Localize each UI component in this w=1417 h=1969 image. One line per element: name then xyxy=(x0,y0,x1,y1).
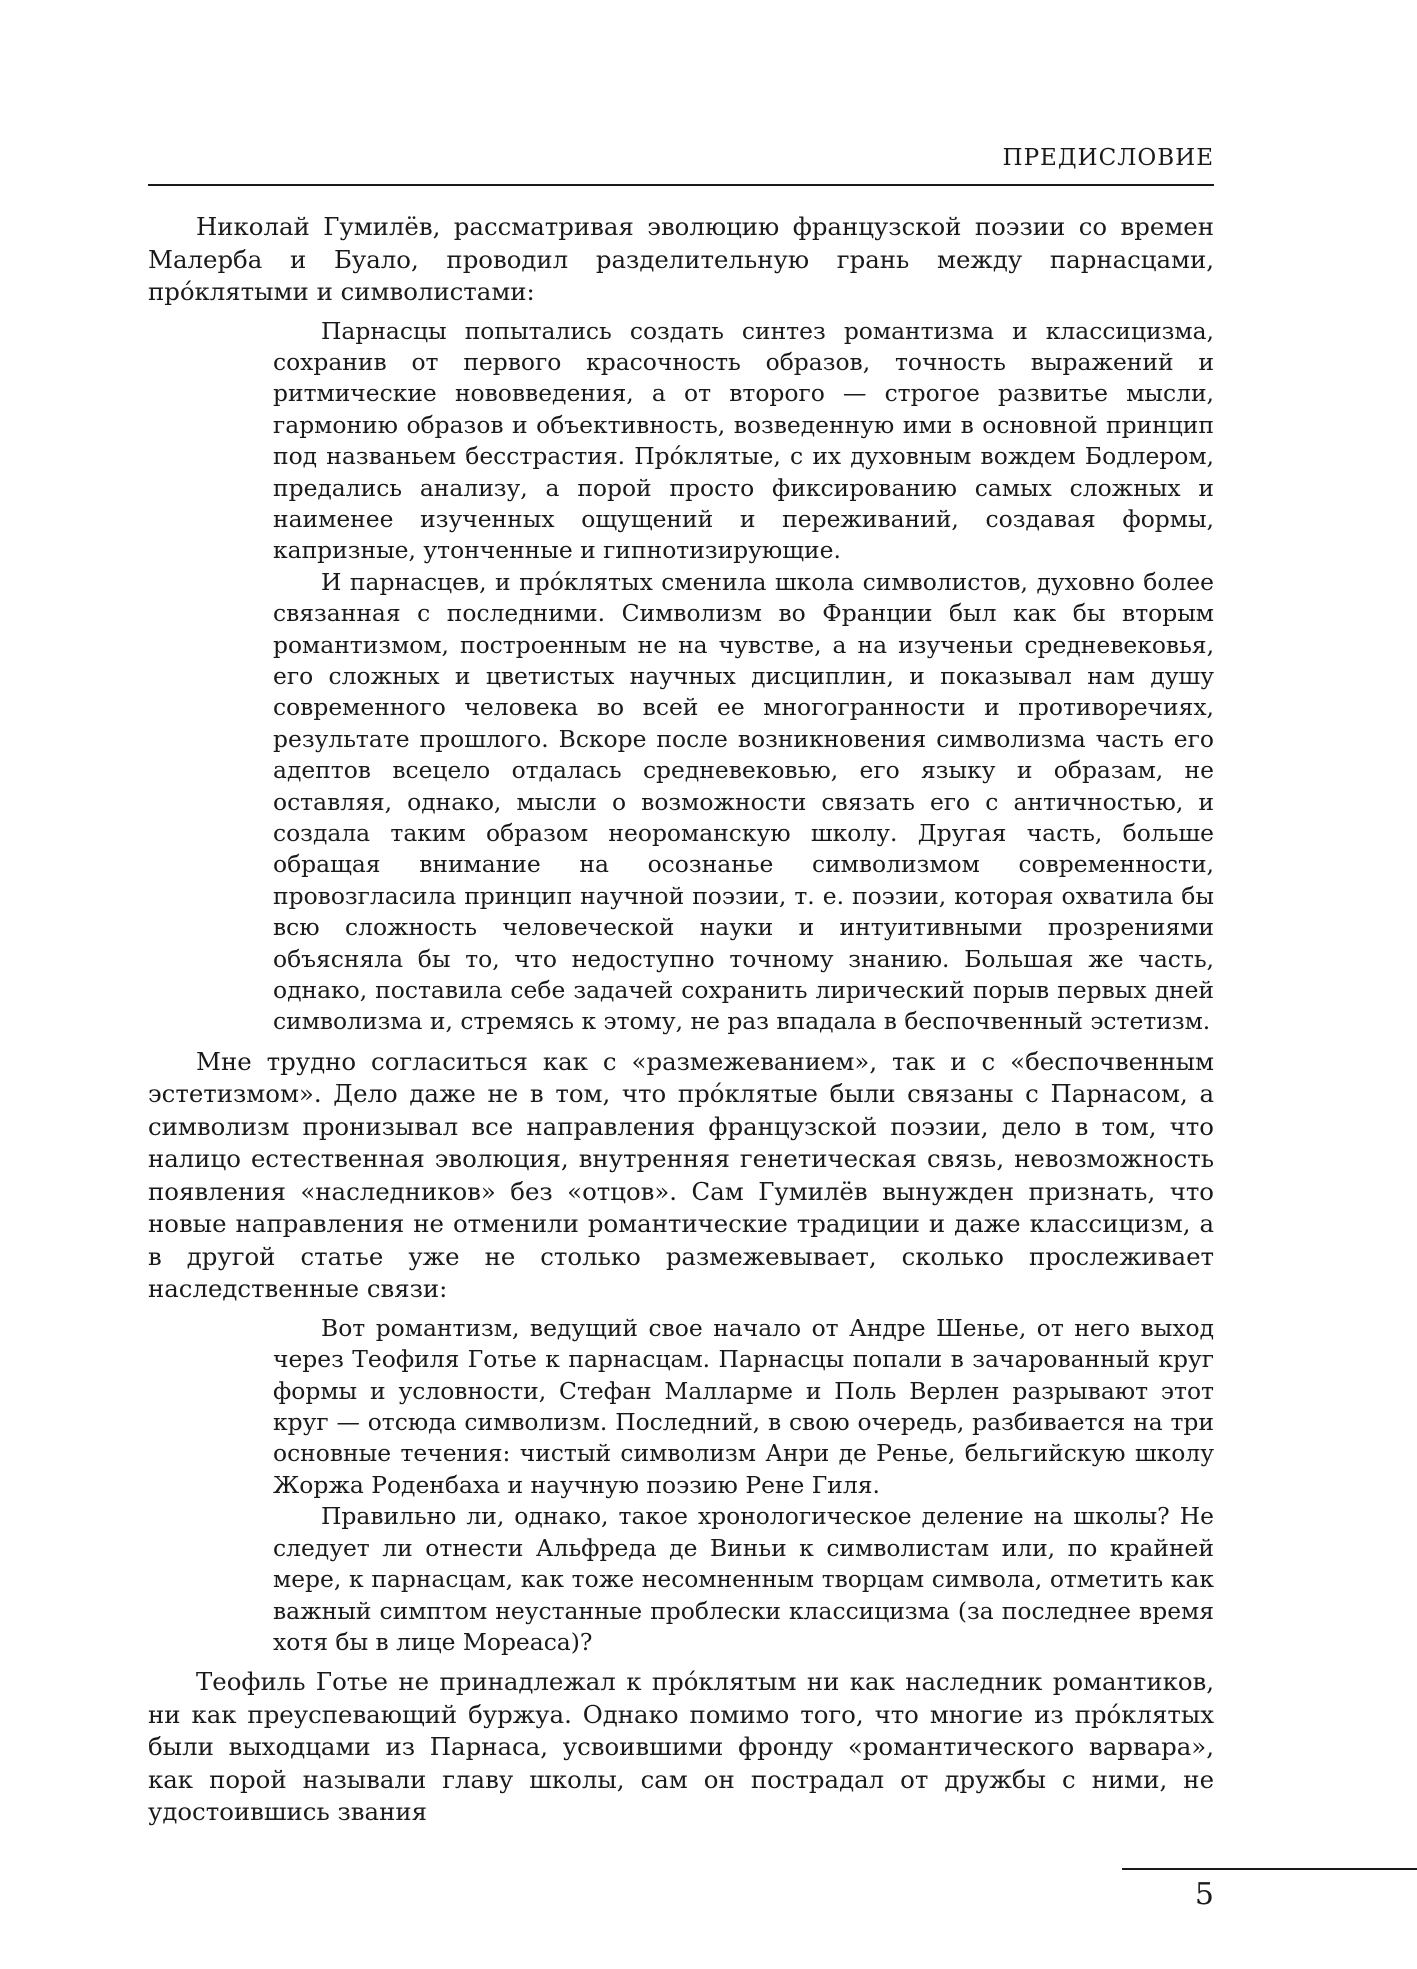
paragraph: Теофиль Готье не принадлежал к про́клятым ни как наследник романтиков, ни как преуспевающий буржуа. Однако помимо того, что многие из про́клятых были выходцами из Парнаса, усвоившими фронду «романтического варвара», как порой называли главу школы, сам он пострадал от дружбы с ними, не удостоившись звания xyxy=(148,1667,1214,1827)
footer-rule xyxy=(1122,1868,1417,1870)
quote-paragraph: Вот романтизм, ведущий свое начало от Андре Шенье, от него выход через Теофиля Готье к парнасцам. Парнасцы попали в зачарованный круг формы и условности, Стефан Малларме и Поль Верлен разрывают этот круг — отсюда символизм. Последний, в свою очередь, разбивается на три основные течения: чистый символизм Анри де Ренье, бельгийскую школу Жоржа Роденбаха и научную поэзию Рене Гиля. xyxy=(273,1313,1214,1499)
page-text xyxy=(148,211,1214,1829)
block-quote xyxy=(273,1313,1214,1658)
quote-paragraph: И парнасцев, и про́клятых сменила школа символистов, духовно более связанная с последними. Символизм во Франции был как бы вторым романтизмом, построенным не на чувстве, а на изученьи средневековья, его сложных и цветистых научных дисциплин, и показывал нам душу современного человека во всей ее многогранности и противоречиях, результате прошлого. Вскоре после возникновения символизма часть его адептов всецело отдалась средневековью, его языку и образам, не оставляя, однако, мысли о возможности связать его с античностью, и создала таким образом неороманскую школу. Другая часть, больше обращая внимание на осознанье символизмом современности, провозгласила принцип научной поэзии, т. е. поэзии, которая охватила бы всю сложность человеческой науки и интуитивными прозрениями объясняла бы то, что недоступно точному знанию. Большая же часть, однако, поставила себе задачей сохранить лирический порыв первых дней символизма и, стремясь к этому, не раз впадала в беспочвенный эстетизм. xyxy=(273,567,1214,1036)
quote-paragraph: Парнасцы попытались создать синтез романтизма и классицизма, сохранив от первого красочность образов, точность выражений и ритмические нововведения, а от второго — строгое развитье мысли, гармонию образов и объективность, возведенную ими в основной принцип под названьем бесстрастия. Про́клятые, с их духовным вождем Бодлером, предались анализу, а порой просто фиксированию самых сложных и наименее изученных ощущений и переживаний, создавая формы, капризные, утонченные и гипнотизирующие. xyxy=(273,316,1214,565)
running-header: ПРЕДИСЛОВИЕ xyxy=(1002,145,1214,171)
paragraph: Николай Гумилёв, рассматривая эволюцию французской поэзии со времен Малерба и Буало, проводил разделительную грань между парнасцами, про́клятыми и символистами: xyxy=(148,212,1214,306)
header-rule xyxy=(148,184,1214,186)
page-number: 5 xyxy=(1194,1877,1214,1912)
paragraph: Мне трудно согласиться как с «размежеванием», так и с «беспочвенным эстетизмом». Дело даже не в том, что про́клятые были связаны с Парнасом, а символизм пронизывал все направления французской поэзии, дело в том, что налицо естественная эволюция, внутренняя генетическая связь, невозможность появления «наследников» без «отцов». Сам Гумилёв вынужден признать, что новые направления не отменили романтические традиции и даже классицизм, а в другой статье уже не столько размежевывает, сколько прослеживает наследственные связи: xyxy=(148,1046,1214,1304)
quote-paragraph: Правильно ли, однако, такое хронологическое деление на школы? Не следует ли отнести Альфреда де Виньи к символистам или, по крайней мере, к парнасцам, как тоже несомненным творцам символа, отметить как важный симптом неустанные проблески классицизма (за последнее время хотя бы в лице Мореаса)? xyxy=(273,1502,1214,1656)
block-quote xyxy=(273,316,1214,1038)
